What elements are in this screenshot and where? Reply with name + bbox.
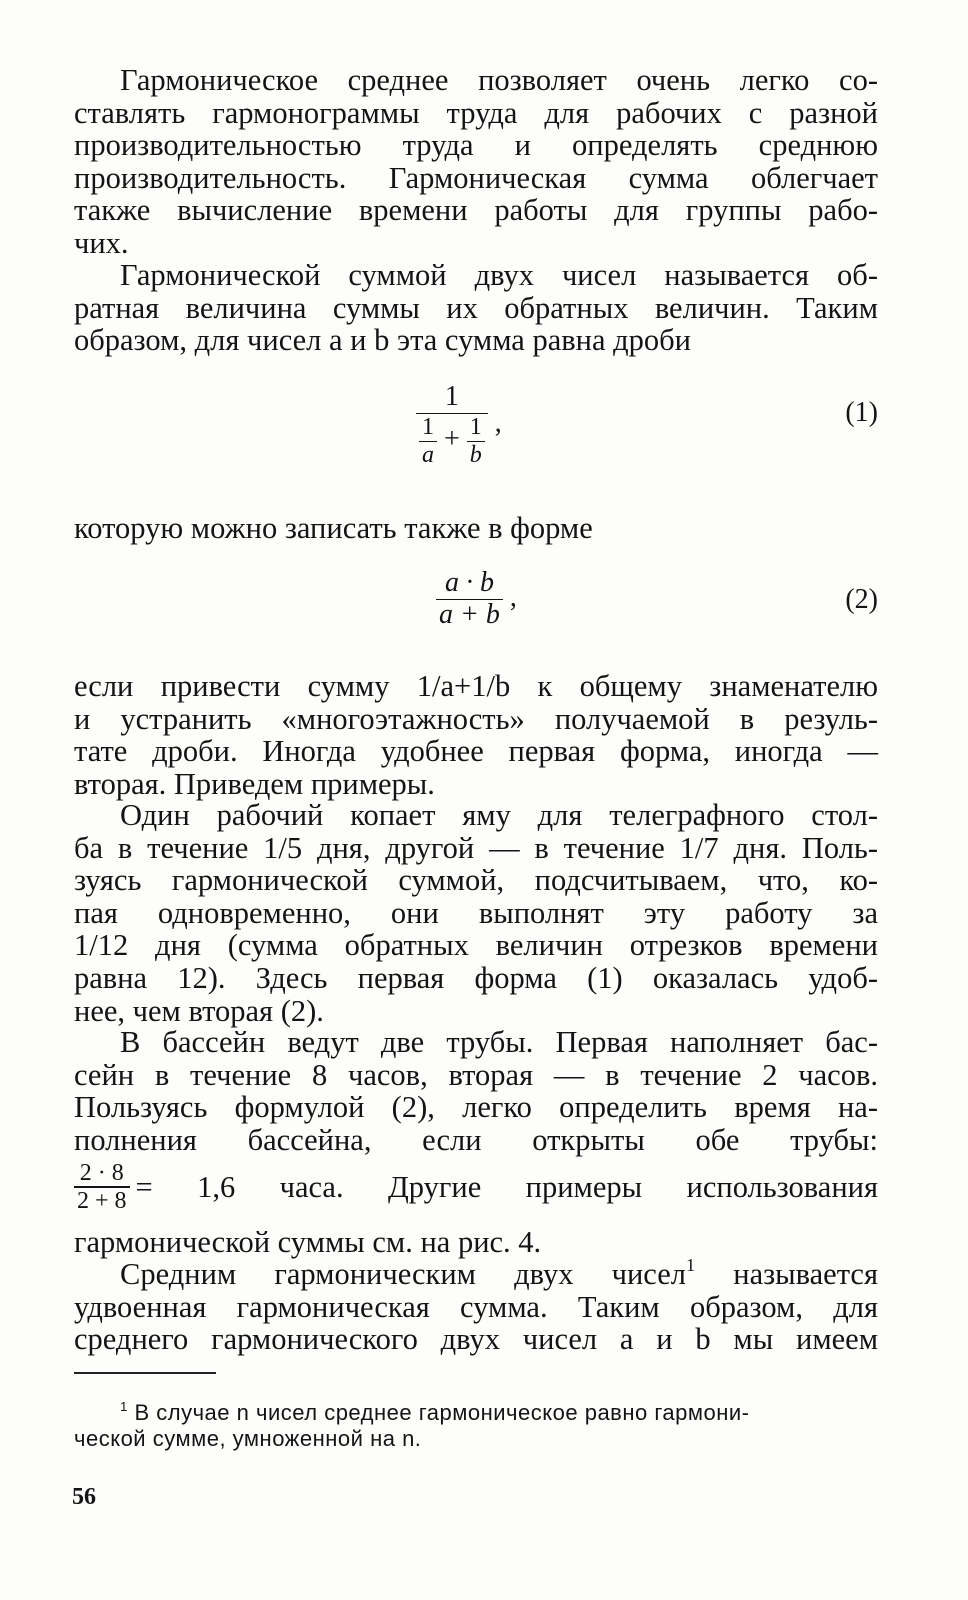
text-line: и устранить «многоэтажность» получаемой в резуль- [74,701,878,736]
text-line: ба в течение 1/5 дня, другой — в течение 1/7 дня. Поль- [74,830,878,865]
paragraph-3 [74,512,878,545]
text-line: ставлять гармонограммы труда для рабочих с разной [74,95,878,130]
page-number: 56 [72,1484,96,1510]
denominator: 2 + 8 [77,1187,127,1214]
fraction [416,382,488,469]
equation-1 [416,382,502,469]
numerator: 1 [469,414,482,441]
footnote-line [74,1400,878,1426]
text-fragment: называется [695,1257,878,1291]
punctuation: , [509,581,517,613]
paragraph-4 [74,670,878,800]
paragraph-5 [74,799,878,1027]
text-line: удвоенная гармоническая сумма. Таким образом, для [74,1289,878,1324]
paragraph-6 [74,1026,878,1156]
text-line: чих. [74,225,129,260]
text-line: нее, чем вторая (2). [74,993,324,1028]
punctuation: , [494,407,502,439]
text-line: также вычисление времени работы для группы рабо- [74,193,878,228]
text-line: Пользуясь формулой (2), легко определить время на- [74,1090,878,1125]
numerator: 1 [444,381,459,412]
text-line: тате дроби. Иногда удобнее первая форма, иногда — [74,734,878,769]
paragraph-2 [74,259,878,357]
text-line: сейн в течение 8 часов, вторая — в течение 2 часов. [74,1057,878,1092]
text-line [74,1255,878,1291]
text-line: пая одновременно, они выполнят эту работу за [74,895,878,930]
text-line: Гармоническое среднее позволяет очень легко со- [120,63,878,97]
denominator: a [422,442,434,469]
fraction [467,414,485,468]
footnote [74,1400,878,1452]
text-line: В бассейн ведут две трубы. Первая наполняет бас- [120,1025,878,1059]
plus-sign: + [444,423,460,455]
inline-fraction [74,1160,130,1214]
fraction [436,568,503,631]
text-line: гармонической суммы см. на рис. 4. [74,1225,542,1259]
fraction [419,414,437,468]
text-line: ратная величина суммы их обратных величин. Таким [74,290,878,325]
inline-equation-line [74,1160,878,1214]
footnote-line: ческой сумме, умноженной на n. [74,1426,422,1451]
text-line: = 1,6 часа. Другие примеры использования [135,1169,878,1204]
text-line: равна 12). Здесь первая форма (1) оказалась удоб- [74,960,878,995]
paragraph-1 [74,64,878,260]
text-line: зуясь гармонической суммой, подсчитываем, что, ко- [74,863,878,898]
equation-2 [436,568,517,631]
footnote-text: В случае n чисел среднее гармоническое равно гармони- [134,1400,750,1425]
text-line: образом, для чисел a и b эта сумма равна дроби [74,323,691,358]
text-line: производительностью труда и определять среднюю [74,128,878,163]
footnote-ref: 1 [685,1255,696,1276]
equation-label-1: (1) [845,397,878,428]
equation-label-2: (2) [845,584,878,615]
text-line: если привести сумму 1/a+1/b к общему знаменателю [74,669,878,703]
footnote-divider [74,1372,216,1374]
denominator: a + b [439,599,500,631]
text-line: которую можно записать также в форме [74,511,593,545]
text-fragment: Средним гармоническим двух чисел [120,1257,686,1291]
denominator: b [469,442,482,469]
numerator: 1 [422,414,434,441]
text-line: Гармонической суммой двух чисел называется об- [120,258,878,292]
text-line: производительность. Гармоническая сумма облегчает [74,160,878,195]
text-line: Один рабочий копает яму для телеграфного стол- [120,798,878,832]
numerator: a · b [444,567,494,598]
text-line: среднего гармонического двух чисел a и b мы имеем [74,1322,878,1357]
text-line: вторая. Приведем примеры. [74,766,435,801]
text-line: полнения бассейна, если открыты обе трубы: [74,1122,878,1157]
paragraph-6-end [74,1226,878,1259]
footnote-marker: 1 [120,1398,128,1414]
denominator [416,414,488,468]
numerator: 2 · 8 [79,1160,124,1186]
paragraph-7 [74,1255,878,1357]
text-line: 1/12 дня (сумма обратных величин отрезков времени [74,928,878,963]
